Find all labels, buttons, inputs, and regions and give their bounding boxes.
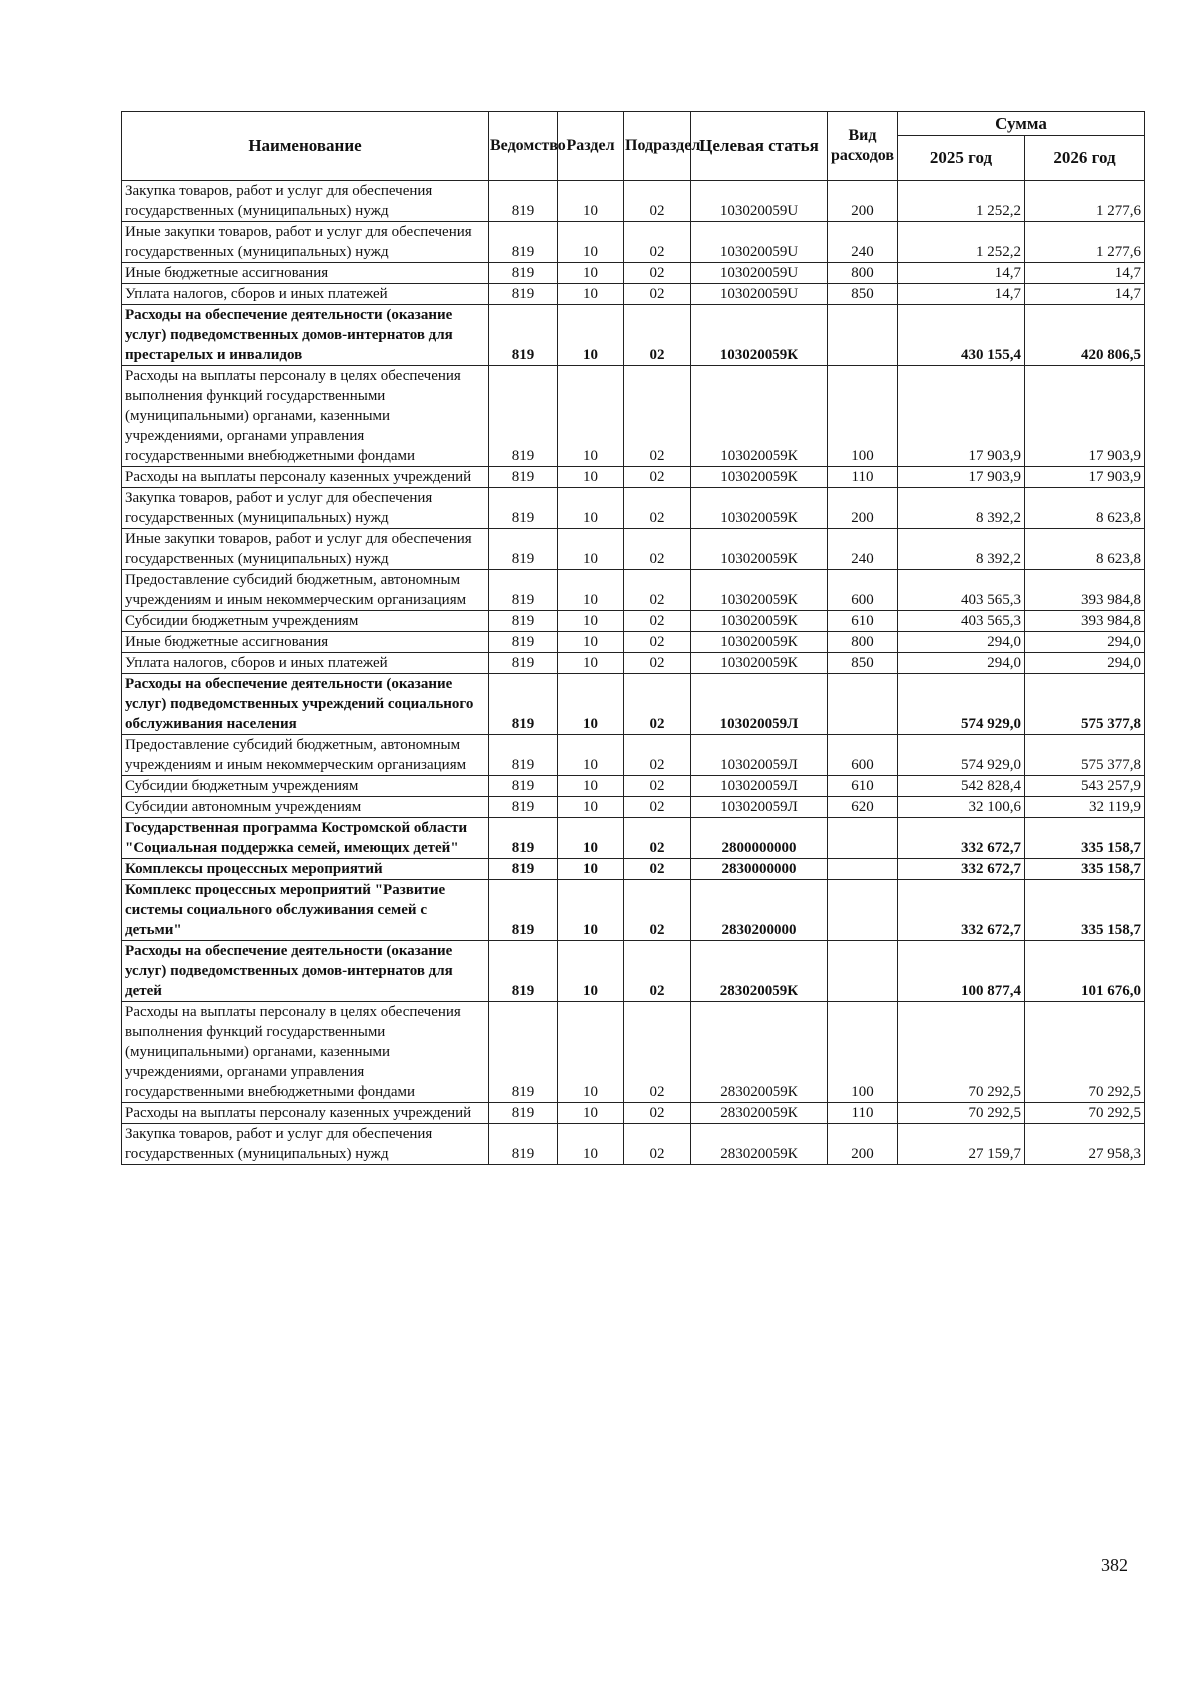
row-target-article: 103020059К <box>691 529 828 570</box>
row-expense-type <box>828 880 898 941</box>
row-name: Закупка товаров, работ и услуг для обеспечения государственных (муниципальных) нужд <box>122 488 489 529</box>
row-section: 10 <box>558 1002 624 1103</box>
row-amount-2025: 100 877,4 <box>898 941 1025 1002</box>
row-section: 10 <box>558 611 624 632</box>
row-expense-type: 200 <box>828 488 898 529</box>
row-subsection: 02 <box>624 263 691 284</box>
row-expense-type: 110 <box>828 1103 898 1124</box>
row-target-article: 103020059К <box>691 366 828 467</box>
row-name: Субсидии бюджетным учреждениям <box>122 611 489 632</box>
row-amount-2026: 17 903,9 <box>1025 366 1145 467</box>
header-section: Раздел <box>558 112 624 181</box>
row-department: 819 <box>489 529 558 570</box>
row-department: 819 <box>489 181 558 222</box>
row-amount-2026: 294,0 <box>1025 653 1145 674</box>
row-expense-type: 110 <box>828 467 898 488</box>
row-target-article: 103020059К <box>691 488 828 529</box>
row-name: Комплекс процессных мероприятий "Развитие системы социального обслуживания семей с детьми" <box>122 880 489 941</box>
row-target-article: 103020059U <box>691 263 828 284</box>
row-subsection: 02 <box>624 305 691 366</box>
row-name: Закупка товаров, работ и услуг для обеспечения государственных (муниципальных) нужд <box>122 181 489 222</box>
row-expense-type <box>828 674 898 735</box>
row-subsection: 02 <box>624 181 691 222</box>
row-amount-2025: 70 292,5 <box>898 1103 1025 1124</box>
row-target-article: 103020059К <box>691 632 828 653</box>
row-department: 819 <box>489 611 558 632</box>
row-subsection: 02 <box>624 818 691 859</box>
row-section: 10 <box>558 674 624 735</box>
row-expense-type <box>828 859 898 880</box>
row-amount-2025: 332 672,7 <box>898 880 1025 941</box>
table-row <box>122 1002 1145 1103</box>
header-expense-type: Вид расходов <box>828 112 898 181</box>
row-subsection: 02 <box>624 859 691 880</box>
row-subsection: 02 <box>624 284 691 305</box>
row-subsection: 02 <box>624 776 691 797</box>
row-name: Расходы на выплаты персоналу казенных учреждений <box>122 467 489 488</box>
row-subsection: 02 <box>624 797 691 818</box>
header-subsection: Подраздел <box>624 112 691 181</box>
row-amount-2026: 101 676,0 <box>1025 941 1145 1002</box>
row-amount-2025: 8 392,2 <box>898 529 1025 570</box>
row-section: 10 <box>558 181 624 222</box>
row-subsection: 02 <box>624 366 691 467</box>
row-amount-2025: 14,7 <box>898 284 1025 305</box>
row-name: Иные бюджетные ассигнования <box>122 632 489 653</box>
row-expense-type: 610 <box>828 611 898 632</box>
row-department: 819 <box>489 653 558 674</box>
table-row <box>122 305 1145 366</box>
row-department: 819 <box>489 1103 558 1124</box>
row-subsection: 02 <box>624 222 691 263</box>
row-subsection: 02 <box>624 488 691 529</box>
row-section: 10 <box>558 941 624 1002</box>
row-department: 819 <box>489 467 558 488</box>
table-row <box>122 529 1145 570</box>
table-row <box>122 941 1145 1002</box>
table-row <box>122 797 1145 818</box>
row-section: 10 <box>558 222 624 263</box>
row-amount-2025: 332 672,7 <box>898 818 1025 859</box>
row-amount-2026: 14,7 <box>1025 284 1145 305</box>
row-amount-2025: 430 155,4 <box>898 305 1025 366</box>
row-department: 819 <box>489 797 558 818</box>
row-name: Предоставление субсидий бюджетным, автономным учреждениям и иным некоммерческим организациям <box>122 570 489 611</box>
row-amount-2026: 335 158,7 <box>1025 818 1145 859</box>
row-expense-type <box>828 305 898 366</box>
table-row <box>122 366 1145 467</box>
row-name: Субсидии бюджетным учреждениям <box>122 776 489 797</box>
row-target-article: 103020059К <box>691 653 828 674</box>
table-row <box>122 818 1145 859</box>
table-row <box>122 611 1145 632</box>
row-section: 10 <box>558 467 624 488</box>
table-row <box>122 880 1145 941</box>
header-target-article: Целевая статья <box>691 112 828 181</box>
row-subsection: 02 <box>624 653 691 674</box>
row-amount-2026: 8 623,8 <box>1025 488 1145 529</box>
row-expense-type: 850 <box>828 284 898 305</box>
row-section: 10 <box>558 1103 624 1124</box>
row-target-article: 103020059К <box>691 305 828 366</box>
row-amount-2025: 332 672,7 <box>898 859 1025 880</box>
row-subsection: 02 <box>624 632 691 653</box>
row-expense-type: 600 <box>828 735 898 776</box>
row-name: Предоставление субсидий бюджетным, автономным учреждениям и иным некоммерческим организациям <box>122 735 489 776</box>
row-department: 819 <box>489 776 558 797</box>
row-target-article: 283020059К <box>691 1002 828 1103</box>
row-section: 10 <box>558 797 624 818</box>
header-year-2026: 2026 год <box>1025 136 1145 181</box>
row-department: 819 <box>489 222 558 263</box>
row-amount-2025: 1 252,2 <box>898 222 1025 263</box>
row-expense-type: 800 <box>828 632 898 653</box>
row-name: Закупка товаров, работ и услуг для обеспечения государственных (муниципальных) нужд <box>122 1124 489 1165</box>
row-amount-2025: 70 292,5 <box>898 1002 1025 1103</box>
row-amount-2026: 575 377,8 <box>1025 674 1145 735</box>
row-name: Комплексы процессных мероприятий <box>122 859 489 880</box>
row-amount-2026: 14,7 <box>1025 263 1145 284</box>
row-target-article: 2830200000 <box>691 880 828 941</box>
row-amount-2025: 574 929,0 <box>898 674 1025 735</box>
row-expense-type: 610 <box>828 776 898 797</box>
row-amount-2026: 17 903,9 <box>1025 467 1145 488</box>
row-expense-type <box>828 941 898 1002</box>
row-section: 10 <box>558 263 624 284</box>
page-number: 382 <box>1101 1555 1128 1575</box>
row-amount-2025: 403 565,3 <box>898 570 1025 611</box>
table-row <box>122 284 1145 305</box>
row-section: 10 <box>558 735 624 776</box>
table-row <box>122 859 1145 880</box>
row-target-article: 283020059К <box>691 1103 828 1124</box>
row-department: 819 <box>489 1002 558 1103</box>
row-name: Расходы на выплаты персоналу казенных учреждений <box>122 1103 489 1124</box>
row-target-article: 103020059Л <box>691 797 828 818</box>
header-sum: Сумма <box>898 112 1145 136</box>
table-row <box>122 632 1145 653</box>
row-subsection: 02 <box>624 611 691 632</box>
row-section: 10 <box>558 632 624 653</box>
row-department: 819 <box>489 941 558 1002</box>
row-section: 10 <box>558 570 624 611</box>
row-section: 10 <box>558 529 624 570</box>
row-expense-type: 850 <box>828 653 898 674</box>
row-amount-2026: 8 623,8 <box>1025 529 1145 570</box>
row-subsection: 02 <box>624 529 691 570</box>
row-amount-2026: 294,0 <box>1025 632 1145 653</box>
row-name: Расходы на выплаты персоналу в целях обеспечения выполнения функций государственными (муниципальными) органами, казенными учреждениями, органами управления государственными внебюджетными фондами <box>122 1002 489 1103</box>
row-expense-type: 240 <box>828 222 898 263</box>
row-target-article: 283020059К <box>691 941 828 1002</box>
row-name: Иные бюджетные ассигнования <box>122 263 489 284</box>
row-amount-2025: 27 159,7 <box>898 1124 1025 1165</box>
row-subsection: 02 <box>624 467 691 488</box>
row-subsection: 02 <box>624 1002 691 1103</box>
header-year-2025: 2025 год <box>898 136 1025 181</box>
row-amount-2025: 294,0 <box>898 632 1025 653</box>
row-amount-2025: 14,7 <box>898 263 1025 284</box>
row-amount-2026: 1 277,6 <box>1025 222 1145 263</box>
table-row <box>122 653 1145 674</box>
table-row <box>122 735 1145 776</box>
row-amount-2026: 393 984,8 <box>1025 570 1145 611</box>
table-row <box>122 181 1145 222</box>
row-section: 10 <box>558 305 624 366</box>
row-subsection: 02 <box>624 1103 691 1124</box>
table-row <box>122 263 1145 284</box>
row-section: 10 <box>558 1124 624 1165</box>
row-section: 10 <box>558 488 624 529</box>
row-amount-2025: 542 828,4 <box>898 776 1025 797</box>
row-department: 819 <box>489 632 558 653</box>
row-expense-type: 800 <box>828 263 898 284</box>
row-amount-2025: 1 252,2 <box>898 181 1025 222</box>
row-section: 10 <box>558 284 624 305</box>
row-department: 819 <box>489 488 558 529</box>
row-subsection: 02 <box>624 880 691 941</box>
row-target-article: 103020059К <box>691 611 828 632</box>
row-department: 819 <box>489 859 558 880</box>
row-expense-type: 600 <box>828 570 898 611</box>
row-department: 819 <box>489 263 558 284</box>
row-department: 819 <box>489 305 558 366</box>
row-amount-2026: 575 377,8 <box>1025 735 1145 776</box>
row-target-article: 103020059Л <box>691 735 828 776</box>
row-amount-2026: 420 806,5 <box>1025 305 1145 366</box>
row-department: 819 <box>489 818 558 859</box>
row-amount-2026: 335 158,7 <box>1025 859 1145 880</box>
row-target-article: 103020059Л <box>691 776 828 797</box>
row-name: Субсидии автономным учреждениям <box>122 797 489 818</box>
row-target-article: 2800000000 <box>691 818 828 859</box>
row-target-article: 103020059Л <box>691 674 828 735</box>
row-section: 10 <box>558 776 624 797</box>
header-name: Наименование <box>122 112 489 181</box>
row-amount-2025: 32 100,6 <box>898 797 1025 818</box>
table-row <box>122 674 1145 735</box>
row-target-article: 103020059U <box>691 222 828 263</box>
row-name: Государственная программа Костромской области "Социальная поддержка семей, имеющих детей" <box>122 818 489 859</box>
row-name: Уплата налогов, сборов и иных платежей <box>122 284 489 305</box>
row-department: 819 <box>489 1124 558 1165</box>
row-name: Расходы на выплаты персоналу в целях обеспечения выполнения функций государственными (муниципальными) органами, казенными учреждениями, органами управления государственными внебюджетными фондами <box>122 366 489 467</box>
table-row <box>122 570 1145 611</box>
row-target-article: 283020059К <box>691 1124 828 1165</box>
row-expense-type <box>828 818 898 859</box>
row-department: 819 <box>489 366 558 467</box>
row-expense-type: 620 <box>828 797 898 818</box>
row-name: Расходы на обеспечение деятельности (оказание услуг) подведомственных домов-интернатов для детей <box>122 941 489 1002</box>
row-amount-2026: 543 257,9 <box>1025 776 1145 797</box>
row-amount-2026: 70 292,5 <box>1025 1103 1145 1124</box>
table-row <box>122 776 1145 797</box>
row-target-article: 2830000000 <box>691 859 828 880</box>
row-target-article: 103020059К <box>691 570 828 611</box>
header-department: Ведомство <box>489 112 558 181</box>
row-amount-2025: 294,0 <box>898 653 1025 674</box>
row-name: Иные закупки товаров, работ и услуг для обеспечения государственных (муниципальных) нужд <box>122 529 489 570</box>
row-expense-type: 100 <box>828 366 898 467</box>
row-subsection: 02 <box>624 735 691 776</box>
budget-table <box>121 111 1145 1165</box>
row-department: 819 <box>489 674 558 735</box>
row-target-article: 103020059U <box>691 284 828 305</box>
row-amount-2025: 17 903,9 <box>898 467 1025 488</box>
row-expense-type: 200 <box>828 181 898 222</box>
row-department: 819 <box>489 284 558 305</box>
row-amount-2026: 1 277,6 <box>1025 181 1145 222</box>
row-department: 819 <box>489 735 558 776</box>
row-subsection: 02 <box>624 674 691 735</box>
row-subsection: 02 <box>624 1124 691 1165</box>
table-body <box>122 181 1145 1165</box>
row-department: 819 <box>489 570 558 611</box>
table-row <box>122 488 1145 529</box>
row-department: 819 <box>489 880 558 941</box>
row-amount-2026: 393 984,8 <box>1025 611 1145 632</box>
row-expense-type: 100 <box>828 1002 898 1103</box>
row-amount-2025: 403 565,3 <box>898 611 1025 632</box>
table-row <box>122 467 1145 488</box>
row-amount-2026: 335 158,7 <box>1025 880 1145 941</box>
row-amount-2026: 27 958,3 <box>1025 1124 1145 1165</box>
row-section: 10 <box>558 880 624 941</box>
row-amount-2025: 8 392,2 <box>898 488 1025 529</box>
row-target-article: 103020059U <box>691 181 828 222</box>
table-row <box>122 1103 1145 1124</box>
row-section: 10 <box>558 859 624 880</box>
row-subsection: 02 <box>624 570 691 611</box>
row-name: Расходы на обеспечение деятельности (оказание услуг) подведомственных домов-интернатов для престарелых и инвалидов <box>122 305 489 366</box>
row-name: Уплата налогов, сборов и иных платежей <box>122 653 489 674</box>
row-section: 10 <box>558 366 624 467</box>
row-amount-2025: 574 929,0 <box>898 735 1025 776</box>
row-subsection: 02 <box>624 941 691 1002</box>
table-row <box>122 1124 1145 1165</box>
row-section: 10 <box>558 818 624 859</box>
row-amount-2026: 70 292,5 <box>1025 1002 1145 1103</box>
row-section: 10 <box>558 653 624 674</box>
row-amount-2026: 32 119,9 <box>1025 797 1145 818</box>
row-expense-type: 240 <box>828 529 898 570</box>
row-expense-type: 200 <box>828 1124 898 1165</box>
table-row <box>122 222 1145 263</box>
row-target-article: 103020059К <box>691 467 828 488</box>
row-name: Расходы на обеспечение деятельности (оказание услуг) подведомственных учреждений социального обслуживания населения <box>122 674 489 735</box>
row-name: Иные закупки товаров, работ и услуг для обеспечения государственных (муниципальных) нужд <box>122 222 489 263</box>
row-amount-2025: 17 903,9 <box>898 366 1025 467</box>
